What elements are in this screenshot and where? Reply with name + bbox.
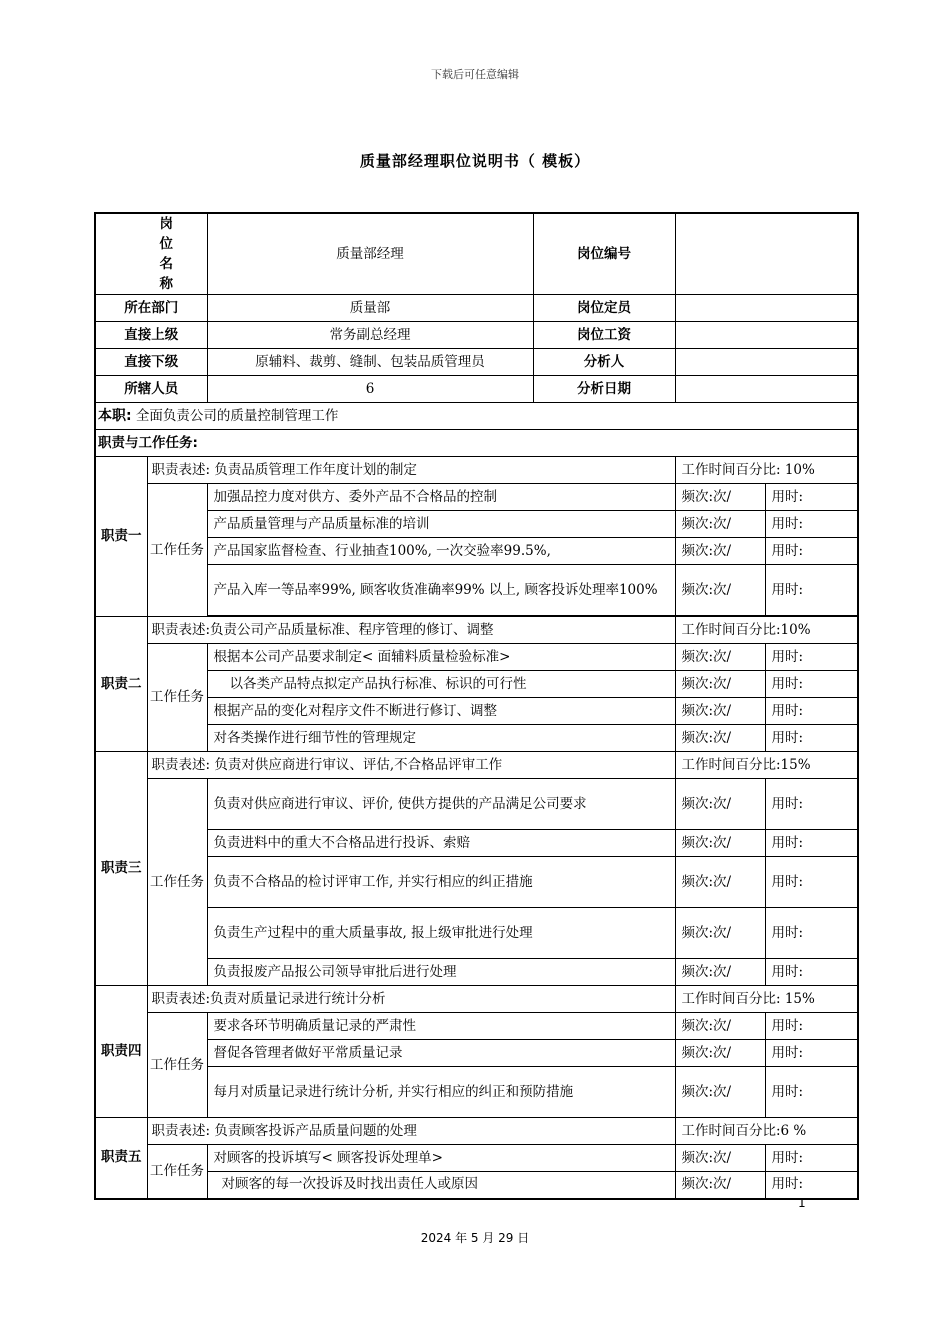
task-item: 督促各管理者做好平常质量记录 [207, 1040, 675, 1067]
subordinate-label: 直接下级 [95, 349, 207, 376]
task-frequency: 频次:次/ [675, 644, 765, 671]
duty-name: 职责四 [95, 986, 147, 1118]
task-frequency: 频次:次/ [675, 857, 765, 908]
superior-label: 直接上级 [95, 322, 207, 349]
duty-statement: 职责表述: 负责品质管理工作年度计划的制定 [147, 457, 675, 484]
task-time: 用时: [765, 959, 858, 986]
task-item: 对顾客的每一次投诉及时找出责任人或原因 [207, 1172, 675, 1199]
department-label: 所在部门 [95, 295, 207, 322]
duty-statement: 职责表述: 负责对供应商进行审议、评估,不合格品评审工作 [147, 752, 675, 779]
analyst-value [675, 349, 858, 376]
task-time: 用时: [765, 1013, 858, 1040]
task-item: 根据本公司产品要求制定< 面辅料质量检验标准> [207, 644, 675, 671]
salary-value [675, 322, 858, 349]
duty-statement: 职责表述: 负责顾客投诉产品质量问题的处理 [147, 1118, 675, 1145]
quota-label: 岗位定员 [533, 295, 675, 322]
task-item: 产品入库一等品率99%, 顾客收货准确率99% 以上, 顾客投诉处理率100% [207, 565, 675, 616]
task-time: 用时: [765, 1145, 858, 1172]
task-item: 对各类操作进行细节性的管理规定 [207, 725, 675, 752]
position-code-label: 岗位编号 [533, 213, 675, 295]
task-frequency: 频次:次/ [675, 565, 765, 616]
task-label: 工作任务 [147, 1013, 207, 1118]
department-value: 质量部 [207, 295, 533, 322]
duties-header: 职责与工作任务: [95, 430, 858, 457]
analysis-date-label: 分析日期 [533, 376, 675, 403]
task-time: 用时: [765, 830, 858, 857]
analysis-date-value [675, 376, 858, 403]
task-label: 工作任务 [147, 484, 207, 617]
task-item: 要求各环节明确质量记录的严肃性 [207, 1013, 675, 1040]
page-number: 1 [798, 1196, 806, 1210]
quota-value [675, 295, 858, 322]
analyst-label: 分析人 [533, 349, 675, 376]
superior-value: 常务副总经理 [207, 322, 533, 349]
task-time: 用时: [765, 671, 858, 698]
staff-value: 6 [207, 376, 533, 403]
duty-name: 职责二 [95, 617, 147, 752]
task-time: 用时: [765, 1040, 858, 1067]
duty-name: 职责一 [95, 457, 147, 617]
task-item: 负责不合格品的检讨评审工作, 并实行相应的纠正措施 [207, 857, 675, 908]
task-time: 用时: [765, 779, 858, 830]
task-frequency: 频次:次/ [675, 1145, 765, 1172]
core-duty-row [95, 403, 858, 430]
task-frequency: 频次:次/ [675, 538, 765, 565]
task-frequency: 频次:次/ [675, 511, 765, 538]
task-time: 用时: [765, 1067, 858, 1118]
task-frequency: 频次:次/ [675, 698, 765, 725]
task-frequency: 频次:次/ [675, 671, 765, 698]
task-time: 用时: [765, 511, 858, 538]
task-time: 用时: [765, 698, 858, 725]
task-frequency: 频次:次/ [675, 1067, 765, 1118]
task-time: 用时: [765, 908, 858, 959]
duty-time-percent: 工作时间百分比:6 % [675, 1118, 858, 1145]
task-time: 用时: [765, 857, 858, 908]
task-item: 对顾客的投诉填写< 顾客投诉处理单> [207, 1145, 675, 1172]
duty-statement: 职责表述:负责公司产品质量标准、程序管理的修订、调整 [147, 617, 675, 644]
core-duty-text: 全面负责公司的质量控制管理工作 [135, 407, 339, 424]
task-item: 负责生产过程中的重大质量事故, 报上级审批进行处理 [207, 908, 675, 959]
task-time: 用时: [765, 1172, 858, 1199]
task-frequency: 频次:次/ [675, 779, 765, 830]
task-item: 负责报废产品报公司领导审批后进行处理 [207, 959, 675, 986]
job-description-table [94, 212, 859, 1200]
document-title: 质量部经理职位说明书（ 模板） [359, 152, 591, 170]
duty-time-percent: 工作时间百分比: 15% [675, 986, 858, 1013]
task-time: 用时: [765, 644, 858, 671]
task-label: 工作任务 [147, 1145, 207, 1199]
duty-name: 职责五 [95, 1118, 147, 1199]
position-code-value [675, 213, 858, 295]
salary-label: 岗位工资 [533, 322, 675, 349]
duty-name: 职责三 [95, 752, 147, 986]
task-time: 用时: [765, 538, 858, 565]
task-item: 加强品控力度对供方、委外产品不合格品的控制 [207, 484, 675, 511]
duty-time-percent: 工作时间百分比: 10% [675, 457, 858, 484]
task-frequency: 频次:次/ [675, 830, 765, 857]
position-name-value: 质量部经理 [207, 213, 533, 295]
task-frequency: 频次:次/ [675, 1172, 765, 1199]
task-label: 工作任务 [147, 779, 207, 986]
duty-time-percent: 工作时间百分比:10% [675, 617, 858, 644]
task-frequency: 频次:次/ [675, 484, 765, 511]
task-frequency: 频次:次/ [675, 959, 765, 986]
task-item: 根据产品的变化对程序文件不断进行修订、调整 [207, 698, 675, 725]
task-label: 工作任务 [147, 644, 207, 752]
header-note: 下载后可任意编辑 [431, 68, 519, 81]
task-frequency: 频次:次/ [675, 1013, 765, 1040]
task-item: 以各类产品特点拟定产品执行标准、标识的可行性 [207, 671, 675, 698]
duty-statement: 职责表述:负责对质量记录进行统计分析 [147, 986, 675, 1013]
task-item: 产品质量管理与产品质量标准的培训 [207, 511, 675, 538]
position-name-label: 岗位名称 [95, 213, 207, 295]
task-time: 用时: [765, 725, 858, 752]
task-item: 负责进料中的重大不合格品进行投诉、索赔 [207, 830, 675, 857]
duty-time-percent: 工作时间百分比:15% [675, 752, 858, 779]
task-frequency: 频次:次/ [675, 1040, 765, 1067]
task-time: 用时: [765, 484, 858, 511]
core-duty-label: 本职: [98, 407, 132, 424]
task-item: 每月对质量记录进行统计分析, 并实行相应的纠正和预防措施 [207, 1067, 675, 1118]
task-time: 用时: [765, 565, 858, 616]
task-item: 产品国家监督检查、行业抽查100%, 一次交验率99.5%, [207, 538, 675, 565]
task-item: 负责对供应商进行审议、评价, 使供方提供的产品满足公司要求 [207, 779, 675, 830]
staff-label: 所辖人员 [95, 376, 207, 403]
task-frequency: 频次:次/ [675, 908, 765, 959]
task-frequency: 频次:次/ [675, 725, 765, 752]
footer-date: 2024 年 5 月 29 日 [420, 1231, 530, 1245]
subordinate-value: 原辅料、裁剪、缝制、包装品质管理员 [207, 349, 533, 376]
